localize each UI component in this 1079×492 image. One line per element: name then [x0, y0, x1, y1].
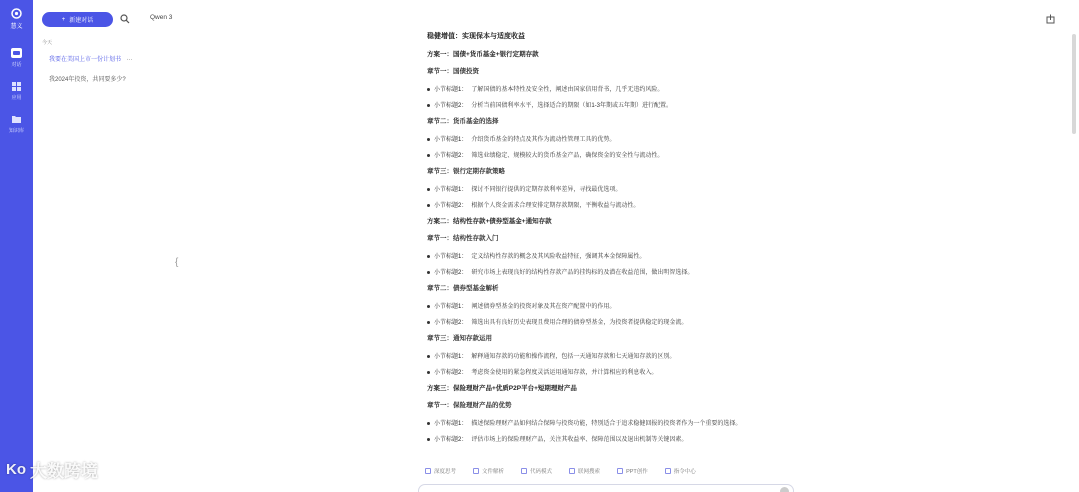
bullet-key: 小节标题1：: [434, 354, 468, 360]
bullet-icon: [427, 305, 430, 308]
bullet-key: 小节标题2：: [434, 103, 468, 109]
toolbar-button[interactable]: [425, 467, 456, 475]
bullet-icon: [427, 138, 430, 141]
toolbar-button[interactable]: [473, 467, 504, 475]
tool-icon: [617, 468, 623, 474]
bullet-text: 了解国债的基本特性及安全性，阐述由国家信用背书，几乎无违约风险。: [471, 87, 664, 93]
tool-icon: [473, 468, 479, 474]
bullet-text: 筛选业绩稳定、规模较大的货币基金产品，确保资金的安全性与流动性。: [471, 153, 664, 159]
bullet-icon: [427, 88, 430, 91]
bullet-icon: [427, 104, 430, 107]
more-icon[interactable]: ···: [126, 57, 133, 63]
bullet-item: [427, 301, 827, 317]
bullet-item: [427, 267, 827, 283]
folder-icon: [11, 114, 22, 124]
new-chat-button[interactable]: [42, 12, 113, 27]
bullet-icon: [427, 422, 430, 425]
bullet-item: [427, 367, 827, 383]
bullet-text: 探讨不同银行提供的定期存款利率差异，寻找最优选项。: [471, 187, 622, 193]
section-heading: 章节一：保险理财产品的优势: [427, 402, 512, 409]
bullet-icon: [427, 438, 430, 441]
watermark: [6, 457, 98, 482]
apps-icon: [11, 81, 22, 91]
bullet-text: 分析当前国债利率水平，选择适合的期限（如1-3年期或五年期）进行配置。: [471, 103, 673, 109]
bullet-item: [427, 251, 827, 267]
send-icon[interactable]: [780, 487, 789, 492]
history-item-title: 我2024年投资，共同要多少?: [49, 77, 126, 83]
bullet-key: 小节标题1：: [434, 137, 468, 143]
bullet-key: 小节标题2：: [434, 320, 468, 326]
bullet-icon: [427, 255, 430, 258]
rail-item-knowledge-label: 知识库: [8, 128, 24, 134]
bullet-icon: [427, 271, 430, 274]
watermark-logo: Ko: [6, 461, 26, 478]
model-selector[interactable]: Qwen 3: [150, 14, 173, 21]
chat-sidebar: [33, 0, 388, 492]
bullet-item: [427, 351, 827, 367]
tool-label: 指令中心: [673, 469, 696, 475]
share-icon[interactable]: [1046, 14, 1055, 24]
new-chat-label: 新建对话: [69, 18, 94, 24]
bullet-key: 小节标题2：: [434, 203, 468, 209]
bullet-key: 小节标题2：: [434, 437, 468, 443]
bullet-key: 小节标题1：: [434, 421, 468, 427]
plan-heading: 方案二：结构性存款+债券型基金+通知存款: [427, 218, 552, 225]
sidebar-resize-handle[interactable]: {: [175, 257, 179, 268]
bullet-icon: [427, 204, 430, 207]
section-heading: 章节一：国债投资: [427, 68, 479, 75]
bullet-icon: [427, 355, 430, 358]
tool-icon: [569, 468, 575, 474]
section-heading: 章节二：债券型基金解析: [427, 285, 499, 292]
chat-icon: [11, 48, 22, 58]
search-icon[interactable]: [120, 14, 130, 24]
chat-main: [388, 0, 1079, 492]
bullet-item: [427, 418, 827, 434]
rail-item-apps[interactable]: [2, 81, 32, 101]
tool-icon: [521, 468, 527, 474]
bullet-key: 小节标题1：: [434, 87, 468, 93]
bullet-key: 小节标题2：: [434, 153, 468, 159]
bullet-text: 研究市场上表现良好的结构性存款产品的挂钩标的及潜在收益范围，做出明智选择。: [471, 270, 694, 276]
bullet-icon: [427, 154, 430, 157]
answer-heading: 稳健增值：实现保本与适度收益: [427, 33, 525, 40]
toolbar-button[interactable]: [521, 467, 552, 475]
app-logo[interactable]: [5, 8, 29, 30]
tool-label: 文件解析: [482, 469, 505, 475]
logo-name: 慧义: [10, 24, 23, 30]
bullet-icon: [427, 371, 430, 374]
tool-icon: [665, 468, 671, 474]
tool-icon: [425, 468, 431, 474]
bullet-text: 评估市场上的保险理财产品，关注其收益率、保障范围以及退出机制等关键因素。: [471, 437, 688, 443]
section-heading: 章节二：货币基金的选择: [427, 118, 499, 125]
tool-label: 深度思考: [434, 469, 457, 475]
bullet-text: 筛选出具有良好历史表现且费用合理的债券型基金，为投资者提供稳定的现金流。: [471, 320, 688, 326]
plan-heading: 方案三：保险理财产品+优质P2P平台+短期理财产品: [427, 385, 577, 392]
plan-heading: 方案一：国债+货币基金+银行定期存款: [427, 51, 539, 58]
toolbar-button[interactable]: [617, 467, 648, 475]
section-heading: 章节一：结构性存款入门: [427, 235, 499, 242]
rail-item-knowledge[interactable]: [2, 114, 32, 134]
bullet-item: [427, 100, 827, 116]
toolbar-button[interactable]: [665, 467, 696, 475]
input-toolbar: [425, 467, 696, 475]
bullet-text: 考虑资金使用的紧急程度灵活运用通知存款，并计算相应的利息收入。: [471, 370, 658, 376]
bullet-key: 小节标题1：: [434, 254, 468, 260]
bullet-text: 介绍货币基金的特点及其作为流动性管理工具的优势。: [471, 137, 616, 143]
scrollbar[interactable]: [1072, 34, 1076, 134]
bullet-text: 根据个人资金需求合理安排定期存款期限，平衡收益与流动性。: [471, 203, 640, 209]
rail-item-chat[interactable]: [2, 48, 32, 68]
rail-item-apps-label: 应用: [11, 95, 22, 101]
bullet-item: [427, 200, 827, 216]
bullet-icon: [427, 188, 430, 191]
bullet-item: [427, 184, 827, 200]
bullet-icon: [427, 321, 430, 324]
rail-item-chat-label: 对话: [11, 62, 22, 68]
logo-icon: [11, 8, 22, 19]
bullet-key: 小节标题1：: [434, 187, 468, 193]
history-section-label: 今天: [42, 40, 53, 46]
plus-icon: +: [61, 16, 66, 23]
bullet-item: [427, 150, 827, 166]
tool-label: 代码模式: [530, 469, 553, 475]
bullet-text: 阐述债券型基金的投资对象及其在资产配置中的作用。: [471, 304, 616, 310]
bullet-item: [427, 134, 827, 150]
bullet-key: 小节标题2：: [434, 270, 468, 276]
bullet-item: [427, 317, 827, 333]
history-item-title: 我要在美国上市一份计划书: [49, 57, 122, 63]
history-item-selected[interactable]: [49, 54, 133, 63]
toolbar-button[interactable]: [569, 467, 600, 475]
bullet-item: [427, 434, 827, 450]
history-item[interactable]: [49, 74, 126, 83]
section-heading: 章节三：通知存款运用: [427, 335, 492, 342]
answer-content: [427, 31, 827, 450]
bullet-text: 解释通知存款的功能和操作流程，包括一天通知存款和七天通知存款的区别。: [471, 354, 676, 360]
bullet-text: 描述保险理财产品如何结合保障与投资功能，特别适合于追求稳健回报的投资者作为一个重要的选择。: [471, 421, 742, 427]
bullet-item: [427, 84, 827, 100]
bullet-text: 定义结构性存款的概念及其风险收益特征，强调其本金保障属性。: [471, 254, 646, 260]
left-rail: [0, 0, 33, 492]
tool-label: 联网搜索: [578, 469, 601, 475]
bullet-key: 小节标题2：: [434, 370, 468, 376]
chat-input[interactable]: [418, 484, 794, 492]
section-heading: 章节三：银行定期存款策略: [427, 168, 505, 175]
watermark-text: 大数跨境: [30, 462, 98, 481]
tool-label: PPT创作: [626, 469, 648, 475]
bullet-key: 小节标题1：: [434, 304, 468, 310]
